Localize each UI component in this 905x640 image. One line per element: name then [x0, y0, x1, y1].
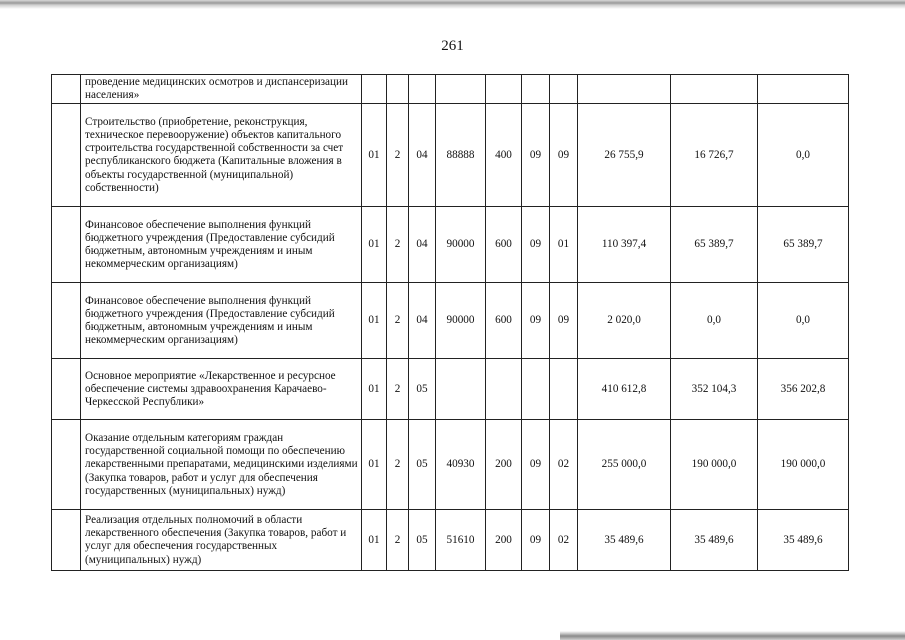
- amount-year3-cell: 65 389,7: [758, 207, 849, 283]
- scan-edge-bottom: [560, 631, 905, 640]
- description-cell: проведение медицинских осмотров и диспансеризации населения»: [81, 75, 362, 104]
- activity-code-cell: 05: [409, 359, 436, 420]
- program-code-cell: 01: [362, 207, 387, 283]
- subprogram-code-cell: 2: [387, 104, 409, 207]
- description-cell: Финансовое обеспечение выполнения функций бюджетного учреждения (Предоставление субсидий бюджетным, автономным учреждениям и иным некоммерческим организациям): [81, 283, 362, 359]
- description-cell: Финансовое обеспечение выполнения функций бюджетного учреждения (Предоставление субсидий бюджетным, автономным учреждениям и иным некоммерческим организациям): [81, 207, 362, 283]
- amount-year3-cell: 0,0: [758, 283, 849, 359]
- expense-type-cell: 200: [486, 420, 522, 510]
- description-cell: Основное мероприятие «Лекарственное и ресурсное обеспечение системы здравоохранения Карачаево-Черкесской Республики»: [81, 359, 362, 420]
- direction-code-cell: [436, 75, 486, 104]
- amount-year2-cell: 0,0: [671, 283, 758, 359]
- table-body: [52, 75, 849, 571]
- row-number-cell: [52, 510, 81, 571]
- activity-code-cell: [409, 75, 436, 104]
- table-row: [52, 510, 849, 571]
- section-cell: 09: [522, 207, 550, 283]
- subsection-cell: [550, 359, 578, 420]
- activity-code-cell: 04: [409, 283, 436, 359]
- page-number: 261: [441, 38, 464, 54]
- subprogram-code-cell: 2: [387, 359, 409, 420]
- program-code-cell: 01: [362, 420, 387, 510]
- subprogram-code-cell: [387, 75, 409, 104]
- amount-year1-cell: 26 755,9: [578, 104, 671, 207]
- row-number-cell: [52, 359, 81, 420]
- subsection-cell: 09: [550, 104, 578, 207]
- section-cell: [522, 75, 550, 104]
- activity-code-cell: 05: [409, 420, 436, 510]
- subsection-cell: 02: [550, 420, 578, 510]
- description-cell: Реализация отдельных полномочий в области лекарственного обеспечения (Закупка товаров, работ и услуг для обеспечения государственных (муниципальных) нужд): [81, 510, 362, 571]
- amount-year3-cell: 190 000,0: [758, 420, 849, 510]
- table-row: [52, 283, 849, 359]
- scan-edge-top: [0, 0, 905, 9]
- program-code-cell: 01: [362, 104, 387, 207]
- direction-code-cell: 88888: [436, 104, 486, 207]
- amount-year1-cell: 35 489,6: [578, 510, 671, 571]
- expense-type-cell: [486, 75, 522, 104]
- section-cell: 09: [522, 104, 550, 207]
- amount-year3-cell: 356 202,8: [758, 359, 849, 420]
- subsection-cell: 01: [550, 207, 578, 283]
- direction-code-cell: [436, 359, 486, 420]
- expense-type-cell: 400: [486, 104, 522, 207]
- amount-year2-cell: 65 389,7: [671, 207, 758, 283]
- expense-type-cell: 200: [486, 510, 522, 571]
- direction-code-cell: 90000: [436, 207, 486, 283]
- section-cell: 09: [522, 420, 550, 510]
- amount-year3-cell: [758, 75, 849, 104]
- subsection-cell: [550, 75, 578, 104]
- row-number-cell: [52, 75, 81, 104]
- program-code-cell: [362, 75, 387, 104]
- subprogram-code-cell: 2: [387, 510, 409, 571]
- amount-year3-cell: 0,0: [758, 104, 849, 207]
- activity-code-cell: 04: [409, 207, 436, 283]
- activity-code-cell: 05: [409, 510, 436, 571]
- row-number-cell: [52, 207, 81, 283]
- amount-year2-cell: 16 726,7: [671, 104, 758, 207]
- amount-year2-cell: [671, 75, 758, 104]
- amount-year1-cell: 410 612,8: [578, 359, 671, 420]
- subsection-cell: 09: [550, 283, 578, 359]
- row-number-cell: [52, 104, 81, 207]
- amount-year1-cell: 2 020,0: [578, 283, 671, 359]
- section-cell: [522, 359, 550, 420]
- amount-year1-cell: 110 397,4: [578, 207, 671, 283]
- program-code-cell: 01: [362, 283, 387, 359]
- section-cell: 09: [522, 510, 550, 571]
- expense-type-cell: [486, 359, 522, 420]
- table-row: [52, 104, 849, 207]
- program-code-cell: 01: [362, 359, 387, 420]
- subsection-cell: 02: [550, 510, 578, 571]
- table-row: [52, 207, 849, 283]
- amount-year2-cell: 190 000,0: [671, 420, 758, 510]
- section-cell: 09: [522, 283, 550, 359]
- table-row: [52, 420, 849, 510]
- subprogram-code-cell: 2: [387, 283, 409, 359]
- subprogram-code-cell: 2: [387, 207, 409, 283]
- subprogram-code-cell: 2: [387, 420, 409, 510]
- amount-year2-cell: 35 489,6: [671, 510, 758, 571]
- activity-code-cell: 04: [409, 104, 436, 207]
- description-cell: Оказание отдельным категориям граждан государственной социальной помощи по обеспечению лекарственными препаратами, медицинскими изделиями (Закупка товаров, работ и услуг для обеспечения государственных (муниципальных) нужд): [81, 420, 362, 510]
- direction-code-cell: 90000: [436, 283, 486, 359]
- expense-type-cell: 600: [486, 207, 522, 283]
- description-cell: Строительство (приобретение, реконструкция, техническое перевооружение) объектов капитального строительства государственной собственности за счет республиканского бюджета (Капитальные вложения в объекты государственной (муниципальной) собственности): [81, 104, 362, 207]
- table-row: [52, 359, 849, 420]
- row-number-cell: [52, 420, 81, 510]
- amount-year2-cell: 352 104,3: [671, 359, 758, 420]
- budget-table: [51, 74, 849, 571]
- direction-code-cell: 40930: [436, 420, 486, 510]
- amount-year1-cell: 255 000,0: [578, 420, 671, 510]
- table-row: [52, 75, 849, 104]
- row-number-cell: [52, 283, 81, 359]
- expense-type-cell: 600: [486, 283, 522, 359]
- program-code-cell: 01: [362, 510, 387, 571]
- direction-code-cell: 51610: [436, 510, 486, 571]
- amount-year3-cell: 35 489,6: [758, 510, 849, 571]
- amount-year1-cell: [578, 75, 671, 104]
